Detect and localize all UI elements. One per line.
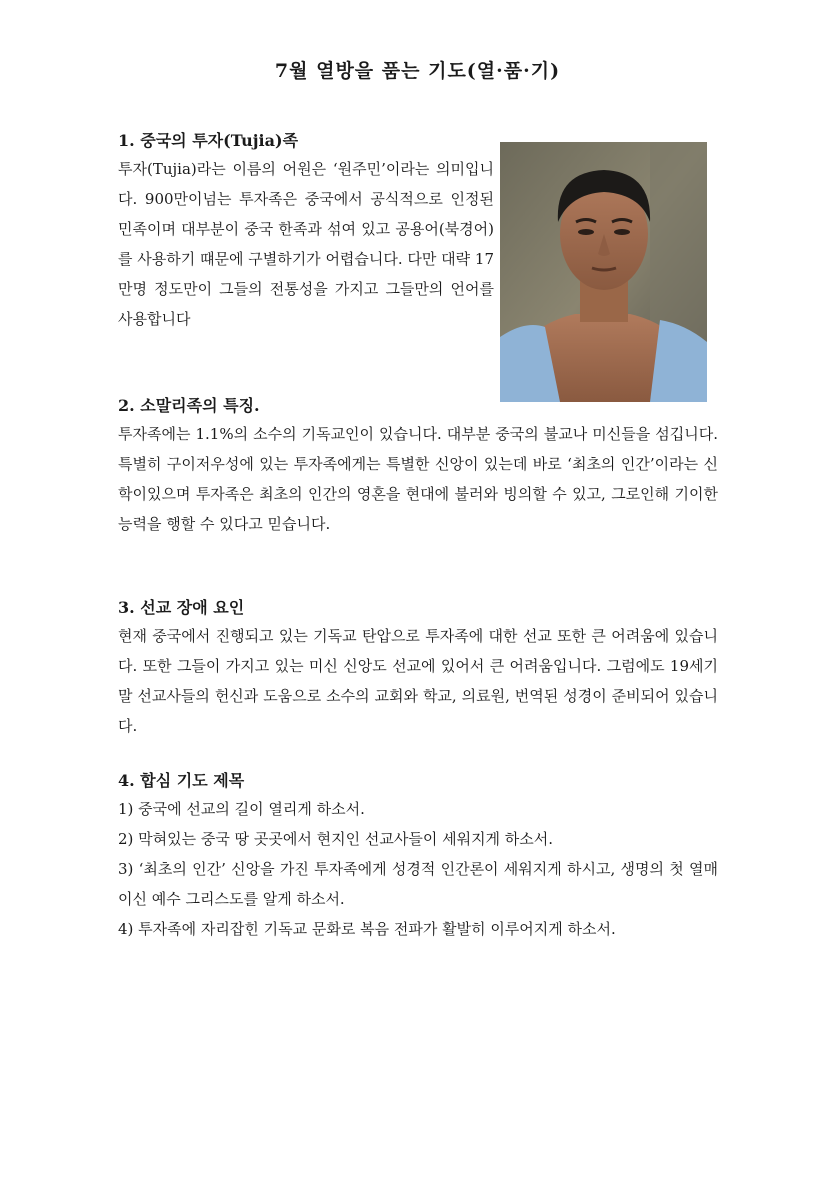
- section-heading: 3. 선교 장애 요인: [118, 598, 245, 617]
- portrait-illustration: [500, 142, 707, 402]
- tujia-man-photo: [500, 142, 707, 402]
- section-characteristics: [118, 393, 718, 539]
- section-body: 현재 중국에서 진행되고 있는 기독교 탄압으로 투자족에 대한 선교 또한 큰 어려움에 있습니다. 또한 그들이 가지고 있는 미신 신앙도 선교에 있어서 큰 어려움입니다. 그럼에도 19세기말 선교사들의 헌신과 도움으로 소수의 교회와 학교, 의료원, 번역된 성경이 준비되어 있습니다.: [118, 627, 718, 735]
- prayer-item: 1) 중국에 선교의 길이 열리게 하소서.: [118, 800, 365, 818]
- page-title: 7월 열방을 품는 기도(열·품·기): [274, 60, 561, 82]
- section-heading: 4. 합심 기도 제목: [118, 771, 245, 790]
- section-body: 투자족에는 1.1%의 소수의 기독교인이 있습니다. 대부분 중국의 불교나 미신들을 섬깁니다. 특별히 구이저우성에 있는 투자족에게는 특별한 신앙이 있는데 바로 ‘최초의 인간’이라는 신학이있으며 투자족은 최초의 인간의 영혼을 현대에 불러와 빙의할 수 있고, 그로인해 기이한 능력을 행할 수 있다고 믿습니다.: [118, 425, 718, 533]
- prayer-item: 3) ‘최초의 인간’ 신앙을 가진 투자족에게 성경적 인간론이 세워지게 하시고, 생명의 첫 열매이신 예수 그리스도를 알게 하소서.: [118, 860, 718, 908]
- section-mission-obstacles: [118, 595, 718, 741]
- section-heading: 2. 소말리족의 특징.: [118, 396, 260, 415]
- section-prayer-topics: [118, 768, 718, 944]
- prayer-item: 4) 투자족에 자리잡힌 기독교 문화로 복음 전파가 활발히 이루어지게 하소서.: [118, 920, 616, 938]
- prayer-item: 2) 막혀있는 중국 땅 곳곳에서 현지인 선교사들이 세워지게 하소서.: [118, 830, 554, 848]
- section-heading: 1. 중국의 투자(Tujia)족: [118, 131, 299, 150]
- section-body: 투자(Tujia)라는 이름의 어원은 ‘원주민’이라는 의미입니다. 900만이넘는 투자족은 중국에서 공식적으로 인정된 민족이며 대부분이 중국 한족과 섞여 있고 공용어(북경어)를 사용하기 떄문에 구별하기가 어렵습니다. 다만 대략 17만명 정도만이 그들의 전통성을 가지고 그들만의 언어를 사용합니다: [118, 160, 495, 328]
